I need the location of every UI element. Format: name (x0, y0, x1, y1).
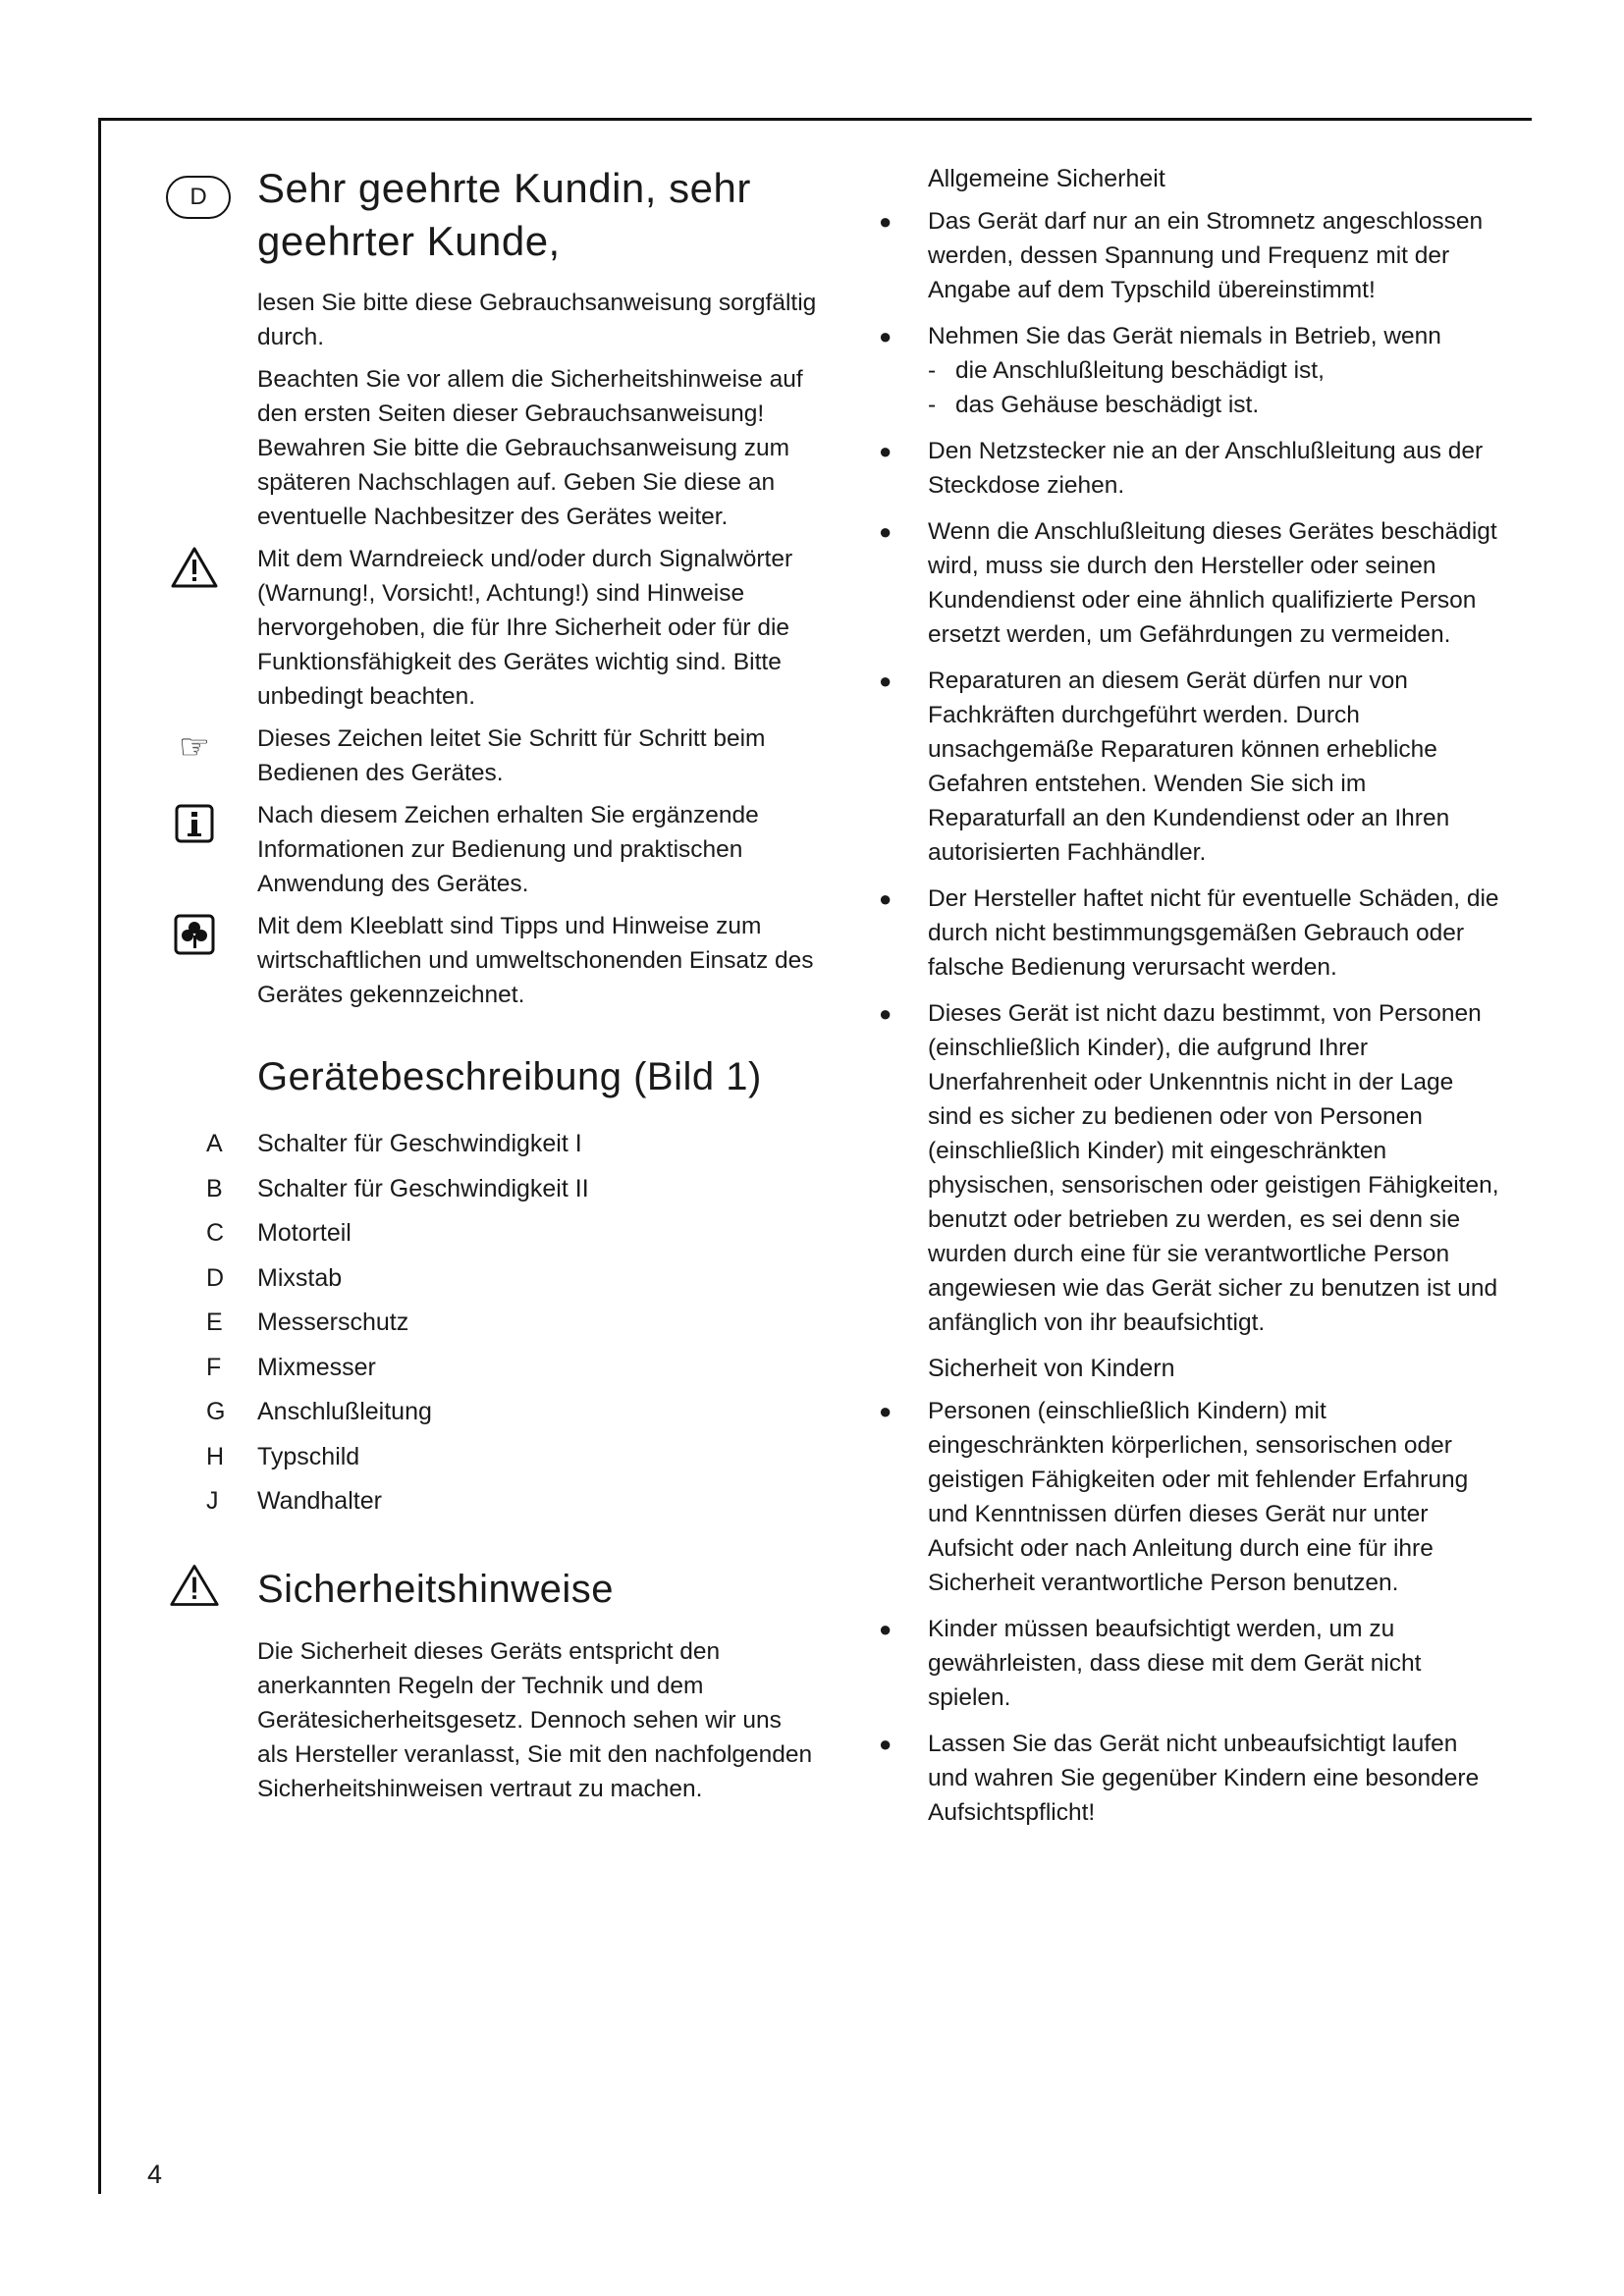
list-item: ● Lassen Sie das Gerät nicht unbeaufsichtigt laufen und wahren Sie gegenüber Kindern eine besondere Aufsichtspflicht! (928, 1727, 1502, 1830)
safety-section (257, 1564, 817, 1615)
pointing-hand-icon: ☞ (178, 726, 211, 767)
bullet-icon: ● (879, 324, 893, 348)
list-item: C Motorteil (206, 1219, 352, 1247)
list-item: ● Der Hersteller haftet nicht für eventuelle Schäden, die durch nicht bestimmungsgemäßen Gebrauch oder falsche Bedienung verursacht werden. (928, 881, 1502, 985)
list-item: E Messerschutz (206, 1308, 409, 1336)
list-item: H Typschild (206, 1442, 360, 1470)
children-safety-title: Sicherheit von Kindern (928, 1355, 1175, 1382)
list-item: B Schalter für Geschwindigkeit II (206, 1174, 589, 1202)
step-text: Dieses Zeichen leitet Sie Schritt für Schritt beim Bedienen des Gerätes. (257, 725, 766, 786)
left-column (178, 162, 817, 1814)
sub-item: - die Anschlußleitung beschädigt ist, (928, 357, 1325, 384)
warning-text: Mit dem Warndreieck und/oder durch Signalwörter (Warnung!, Vorsicht!, Achtung!) sind Hinweise hervorgehoben, die für Ihre Sicherheit oder für die Funktionsfähigkeit des Gerätes wichtig sind. Bitte unbedingt beachten. (257, 546, 793, 710)
list-item: ● Dieses Gerät ist nicht dazu bestimmt, von Personen (einschließlich Kinder), die aufgrund Ihrer Unerfahrenheit oder Unkenntnis nicht in der Lage sind es sicher zu bedienen oder von Personen (einschließlich Kinder) mit eingeschränkten physischen, sensorischen oder geistigen Fähigkeiten, benutzt oder betrieben zu werden, es sei denn sie wurden durch eine für sie verantwortliche Person angewiesen wie das Gerät sicher zu benutzen ist und anfänglich von ihr beaufsichtigt. (928, 996, 1502, 1340)
list-item: ● Das Gerät darf nur an ein Stromnetz angeschlossen werden, dessen Spannung und Frequenz mit der Angabe auf dem Typschild übereinstimmt! (928, 204, 1502, 307)
page-frame-top-rule (98, 118, 1532, 121)
parts-list (206, 1122, 817, 1524)
right-column (879, 162, 1502, 1842)
intro-paragraph-2: Beachten Sie vor allem die Sicherheitshinweise auf den ersten Seiten dieser Gebrauchsanweisung! Bewahren Sie bitte die Gebrauchsanweisung zum späteren Nachschlagen auf. Geben Sie diese an eventuelle Nachbesitzer des Gerätes weiter. (257, 366, 803, 530)
warning-triangle-icon (169, 1560, 220, 1611)
step-note (178, 721, 817, 790)
bullet-icon: ● (879, 1617, 893, 1641)
bullet-icon: ● (879, 1399, 893, 1423)
eco-text: Mit dem Kleeblatt sind Tipps und Hinweise zum wirtschaftlichen und umweltschonenden Einsatz des Gerätes gekennzeichnet. (257, 913, 814, 1008)
list-item: G Anschlußleitung (206, 1398, 432, 1425)
warning-triangle-icon (169, 542, 220, 593)
description-title: Gerätebeschreibung (Bild 1) (257, 1055, 762, 1098)
clover-leaf-icon (169, 909, 220, 960)
bullet-icon: ● (879, 1732, 893, 1756)
general-safety-title: Allgemeine Sicherheit (928, 165, 1165, 192)
bullet-icon: ● (879, 668, 893, 693)
list-item: ● Reparaturen an diesem Gerät dürfen nur von Fachkräften durchgeführt werden. Durch unsachgemäße Reparaturen können erhebliche Gefahren entstehen. Wenden Sie sich im Reparaturfall an den Kundendienst oder an Ihren autorisierten Fachhändler. (928, 664, 1502, 870)
bullet-icon: ● (879, 1001, 893, 1026)
greeting-title: Sehr geehrte Kundin, sehr geehrter Kunde, (257, 165, 751, 264)
list-item: F Mixmesser (206, 1353, 376, 1381)
general-safety-list (879, 204, 1502, 1340)
safety-title: Sicherheitshinweise (257, 1567, 615, 1611)
list-item: J Wandhalter (206, 1487, 382, 1515)
info-icon (169, 798, 220, 849)
bullet-icon: ● (879, 209, 893, 234)
info-note (257, 798, 817, 901)
list-item: ● Wenn die Anschlußleitung dieses Gerätes beschädigt wird, muss sie durch den Hersteller oder seinen Kundendienst oder eine ähnlich qualifizierte Person ersetzt werden, um Gefährdungen zu vermeiden. (928, 514, 1502, 652)
language-badge: D (166, 176, 231, 219)
bullet-icon: ● (879, 886, 893, 911)
info-text: Nach diesem Zeichen erhalten Sie ergänzende Informationen zur Bedienung und praktischen Anwendung des Gerätes. (257, 802, 759, 897)
greeting-section (189, 162, 817, 268)
list-item: ● Personen (einschließlich Kindern) mit eingeschränkten körperlichen, sensorischen oder geistigen Fähigkeiten oder mit fehlender Erfahrung und Kenntnissen dürfen dieses Gerät nur unter Aufsicht oder nach Anleitung durch eine für ihre Sicherheit verantwortliche Person benutzen. (928, 1394, 1502, 1600)
page-frame-left-rule (98, 118, 101, 2194)
eco-note (257, 909, 817, 1012)
list-item: D Mixstab (206, 1263, 343, 1292)
bullet-icon: ● (879, 439, 893, 463)
warning-note (257, 542, 817, 714)
children-safety-list (879, 1394, 1502, 1830)
intro-paragraph-1: lesen Sie bitte diese Gebrauchsanweisung sorgfältig durch. (257, 290, 817, 350)
list-item: ● Kinder müssen beaufsichtigt werden, um zu gewährleisten, dass diese mit dem Gerät nicht spielen. (928, 1612, 1502, 1715)
sub-item: - das Gehäuse beschädigt ist. (928, 392, 1260, 418)
bullet-icon: ● (879, 519, 893, 544)
list-item: ● Nehmen Sie das Gerät niemals in Betrieb, wenn - die Anschlußleitung beschädigt ist, - das Gehäuse beschädigt ist. (928, 319, 1502, 422)
list-item: A Schalter für Geschwindigkeit I (206, 1130, 582, 1157)
page-number: 4 (147, 2160, 163, 2189)
safety-intro: Die Sicherheit dieses Geräts entspricht den anerkannten Regeln der Technik und dem Gerätesicherheitsgesetz. Dennoch sehen wir uns als Hersteller veranlasst, Sie mit den nachfolgenden Sicherheitshinweisen vertraut zu machen. (257, 1637, 813, 1802)
list-item: ● Den Netzstecker nie an der Anschlußleitung aus der Steckdose ziehen. (928, 434, 1502, 503)
